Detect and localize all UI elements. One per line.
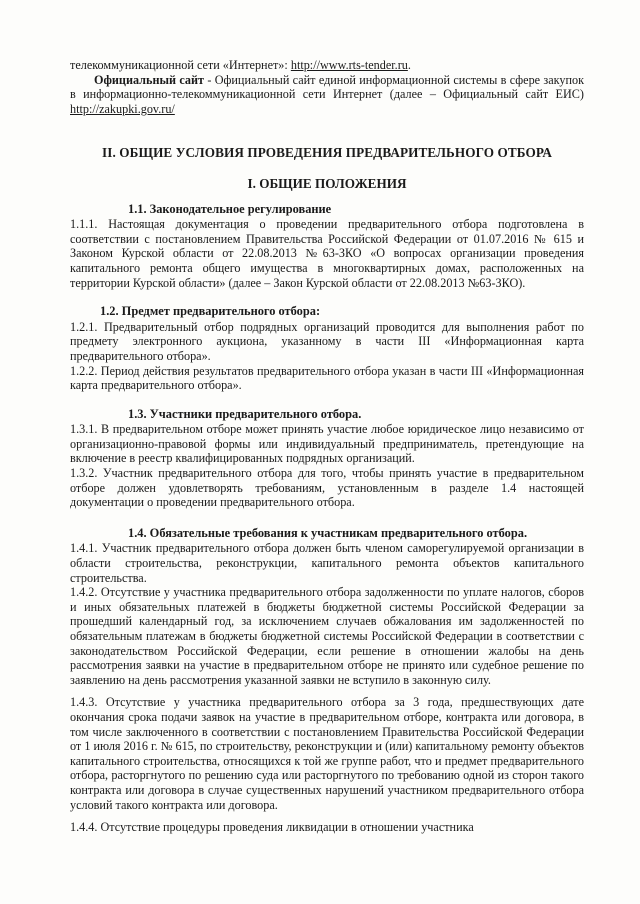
official-site-text: - Официальный сайт единой информационной системы в сфере закупок в информационно-телекоммуникационной сети Интернет (далее – Официальный сайт ЕИС) [70, 72, 585, 102]
section-title: II. ОБЩИЕ УСЛОВИЯ ПРОВЕДЕНИЯ ПРЕДВАРИТЕЛЬНОГО ОТБОРА [102, 145, 552, 161]
paragraph-1-3-1: 1.3.1. В предварительном отборе может принять участие любое юридическое лицо независимо от организационно-правовой формы или индивидуальный предприниматель, претендующие на включение в реестр квалифицированных подрядных организаций. [70, 422, 584, 466]
paragraph-1-3-2: 1.3.2. Участник предварительного отбора для того, чтобы принять участие в предварительном отборе должен удовлетворять требованиям, установленным в разделе 1.4 настоящей документации о проведении предварительного отбора. [70, 466, 584, 510]
zakupki-link[interactable]: http://zakupki.gov.ru/ [70, 101, 175, 116]
heading-1-2: 1.2. Предмет предварительного отбора: [100, 304, 321, 319]
official-site-definition [70, 73, 584, 117]
paragraph-1-2-2: 1.2.2. Период действия результатов предварительного отбора указан в части III «Информационная карта предварительного отбора». [70, 363, 584, 393]
paragraph-1-4-3: 1.4.3. Отсутствие у участника предварительного отбора за 3 года, предшествующих дате окончания срока подачи заявок на участие в предварительном отборе, контракта или договора, в том числе заключенного в соответствии с постановлением Правительства Российской Федерации от 1 июля 2016 г. № 615, по строительству, реконструкции и (или) капитальному ремонту объектов капитального строительства, относящихся к той же группе работ, что и предмет предварительного отбора, расторгнутого по решению суда или расторгнутого по требованию одной из сторон такого контракта или договора в случае существенных нарушений участником предварительного отбора условий такого контракта или договора. [70, 695, 584, 812]
paragraph-1-4-1: 1.4.1. Участник предварительного отбора должен быть членом саморегулируемой организации в области строительства, реконструкции, капитального ремонта объектов капитального строительства. [70, 541, 584, 585]
official-site-term: Официальный сайт [94, 72, 205, 87]
intro-line [70, 58, 584, 73]
heading-1-4: 1.4. Обязательные требования к участникам предварительного отбора. [128, 525, 528, 540]
intro-text: телекоммуникационной сети «Интернет»: [70, 58, 291, 72]
paragraph-1-2-1: 1.2.1. Предварительный отбор подрядных организаций проводится для выполнения работ по предмету электронного аукциона, указанному в части III «Информационная карта предварительного отбора». [70, 319, 584, 363]
rts-tender-link[interactable]: http://www.rts-tender.ru [290, 58, 408, 72]
intro-end: . [407, 58, 411, 72]
paragraph-1-4-2: 1.4.2. Отсутствие у участника предварительного отбора задолженности по уплате налогов, сборов и иных обязательных платежей в бюджеты бюджетной системы Российской Федерации за прошедший календарный год, за исключением случаев обжалования им задолженностей по обязательным платежам в бюджеты бюджетной системы Российской Федерации в соответствии с законодательством Российской Федерации, если решение в отношении жалобы на день рассмотрения заявки на участие в предварительном отборе не принято или судебное решение по заявлению на день рассмотрения указанной заявки не вступило в законную силу. [70, 585, 584, 687]
chapter-title: I. ОБЩИЕ ПОЛОЖЕНИЯ [247, 175, 407, 191]
paragraph-1-1-1: 1.1.1. Настоящая документация о проведении предварительного отбора подготовлена в соответствии с постановлением Правительства Российской Федерации от 01.07.2016 № 615 и Законом Курской области от 22.08.2013 №63-ЗКО «О вопросах организации проведения капитального ремонта общего имущества в многоквартирных домах, расположенных на территории Курской области» (далее – Закон Курской области от 22.08.2013 №63-ЗКО). [70, 217, 584, 290]
heading-1-1: 1.1. Законодательное регулирование [128, 201, 332, 216]
paragraph-1-4-4: 1.4.4. Отсутствие процедуры проведения ликвидации в отношении участника [70, 820, 474, 835]
heading-1-3: 1.3. Участники предварительного отбора. [128, 406, 362, 421]
